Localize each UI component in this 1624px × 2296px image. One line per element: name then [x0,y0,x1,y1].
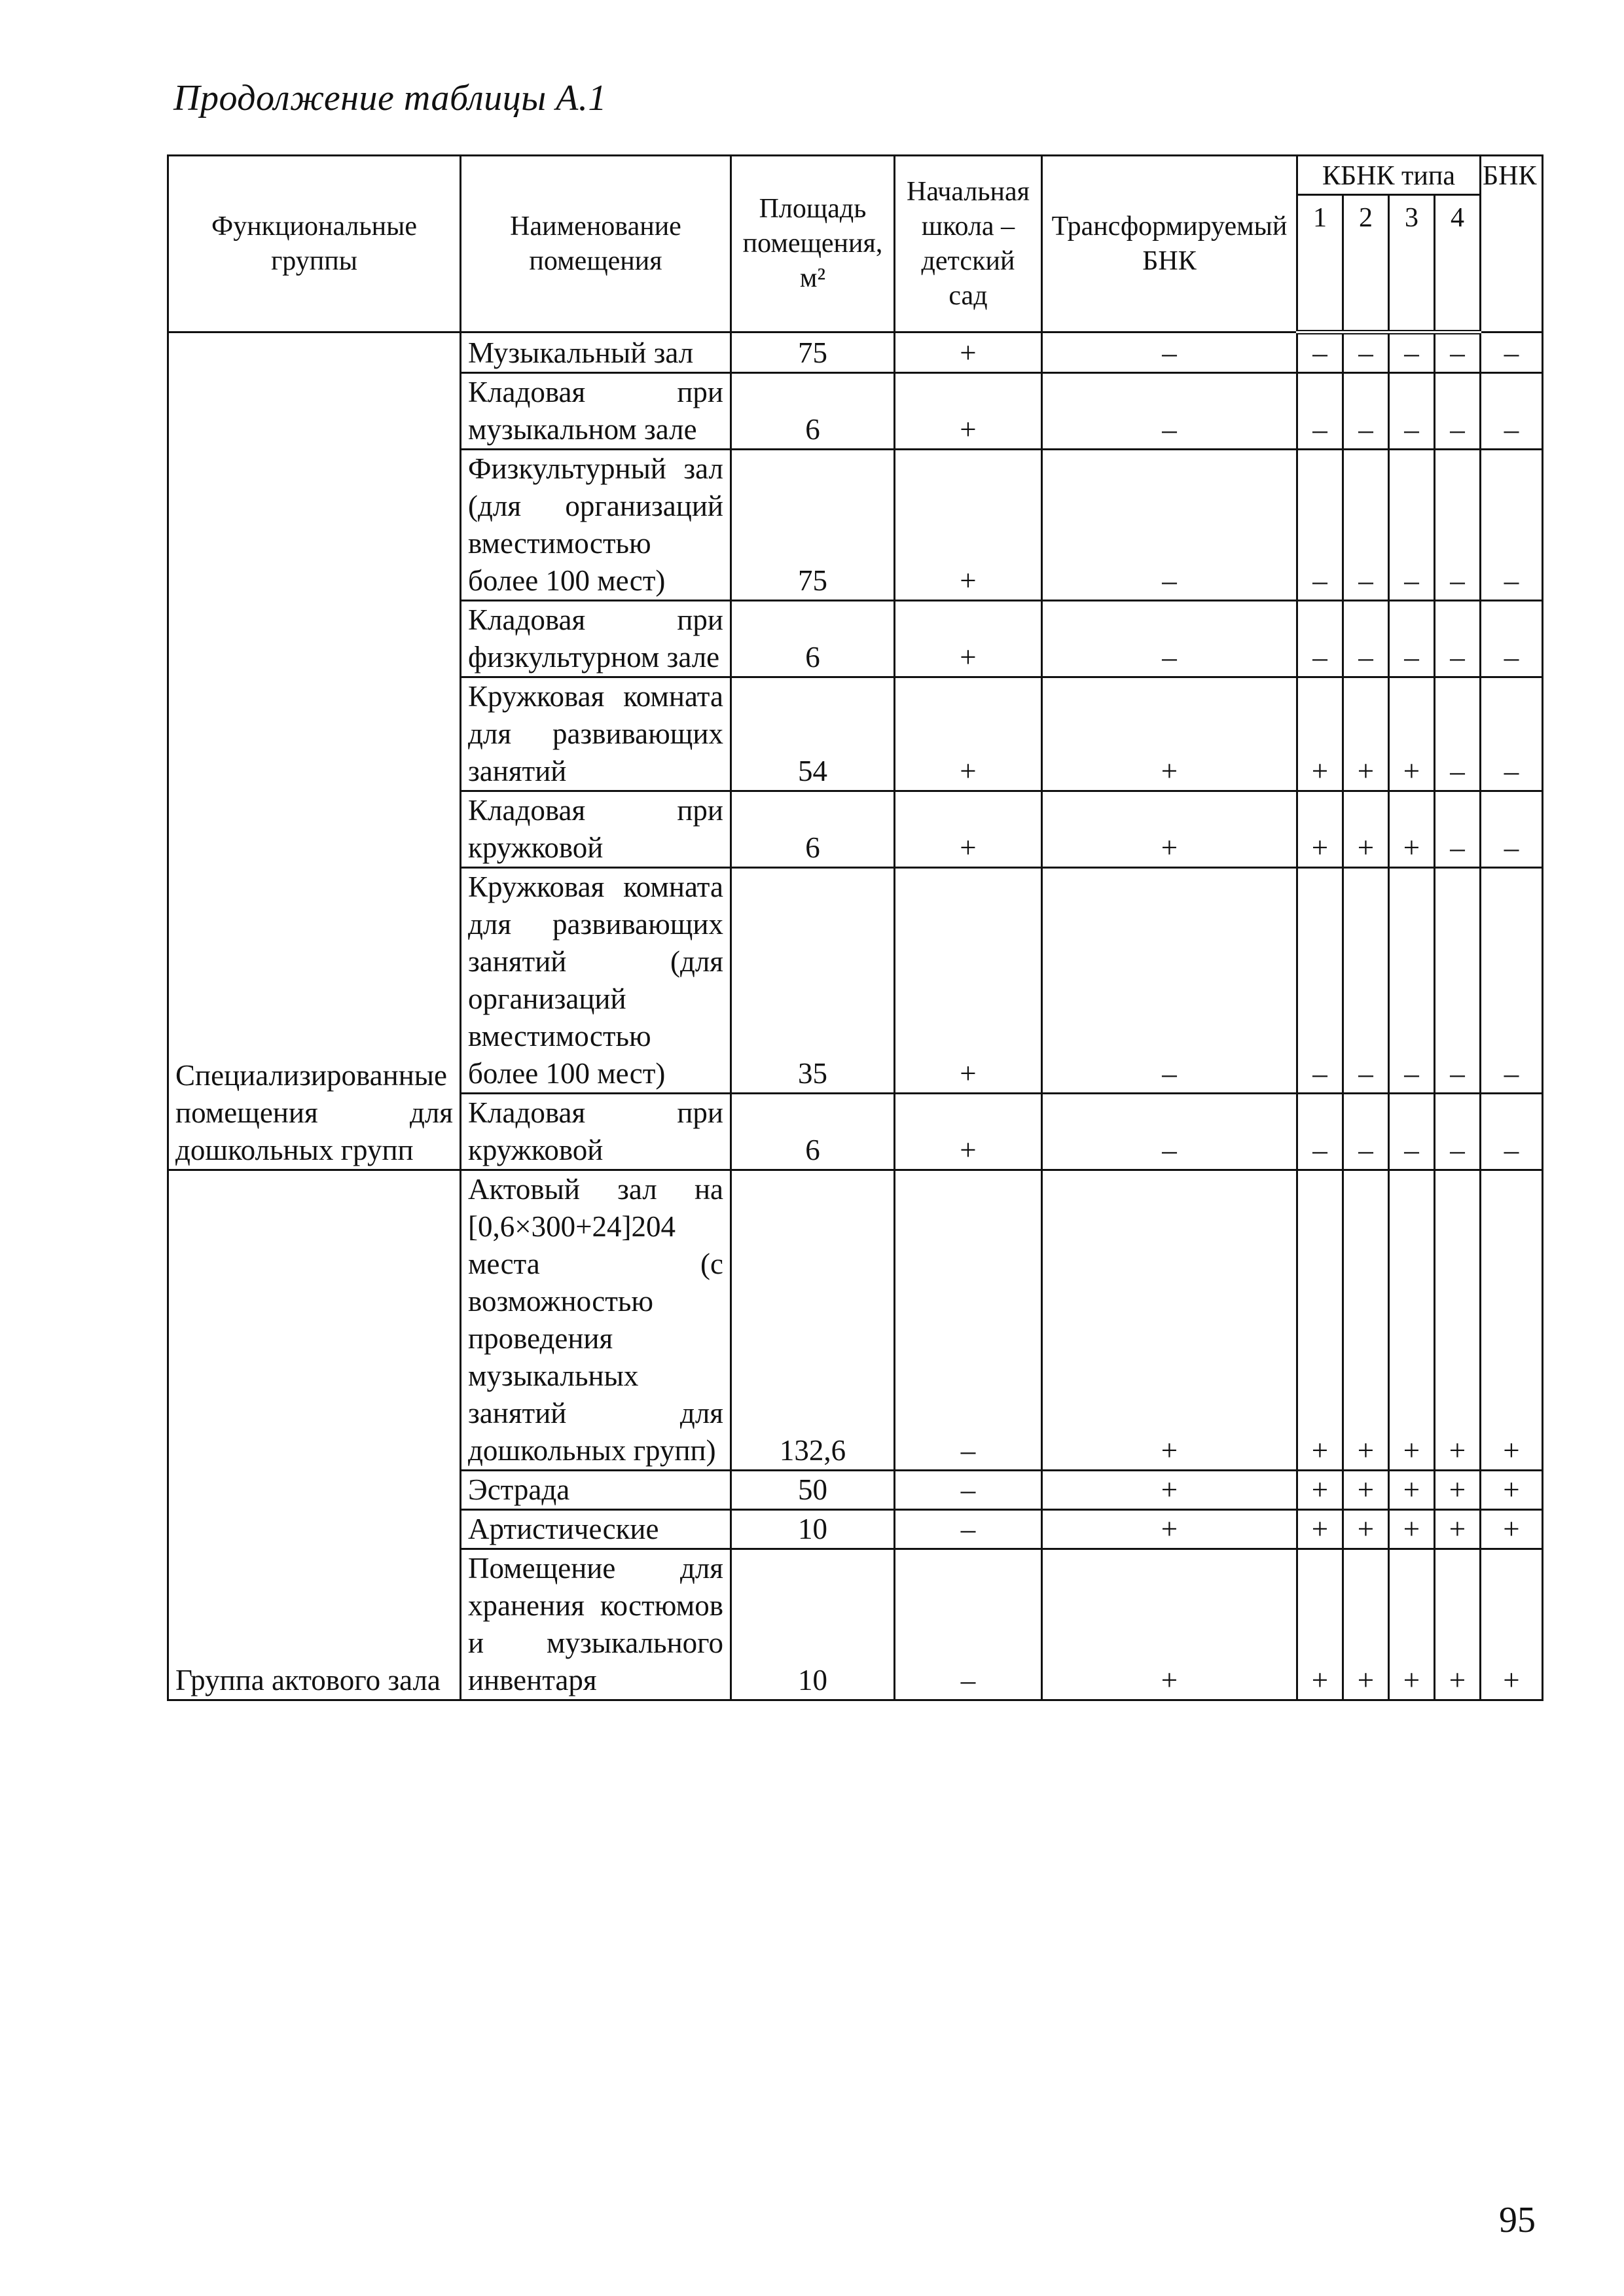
area-cell: 50 [731,1471,895,1510]
kbnk2-cell: + [1343,677,1389,791]
transformable-cell: – [1042,601,1297,677]
transformable-cell: – [1042,450,1297,601]
header-kbnk-type-3: 3 [1389,195,1435,332]
kbnk1-cell: – [1297,373,1343,450]
table-row [168,1170,1543,1471]
area-cell: 10 [731,1549,895,1700]
primary-school-cell: + [895,791,1042,868]
header-primary-school: Начальная школа – детский сад [895,156,1042,332]
primary-school-cell: – [895,1471,1042,1510]
kbnk4-cell: – [1435,791,1481,868]
bnk-cell: + [1481,1510,1543,1549]
area-cell: 6 [731,601,895,677]
bnk-cell: – [1481,601,1543,677]
functional-group-cell: Группа актового зала [168,1170,461,1700]
header-functional-groups: Функциональные группы [168,156,461,332]
transformable-cell: + [1042,791,1297,868]
kbnk2-cell: – [1343,450,1389,601]
kbnk3-cell: + [1389,1170,1435,1471]
kbnk4-cell: – [1435,677,1481,791]
primary-school-cell: + [895,677,1042,791]
kbnk1-cell: + [1297,1471,1343,1510]
area-cell: 6 [731,1094,895,1170]
kbnk1-cell: – [1297,450,1343,601]
bnk-cell: + [1481,1549,1543,1700]
kbnk1-cell: + [1297,791,1343,868]
header-bnk: БНК [1481,156,1543,332]
bnk-cell: – [1481,1094,1543,1170]
rooms-table [167,154,1543,1701]
header-kbnk-type-4: 4 [1435,195,1481,332]
primary-school-cell: + [895,373,1042,450]
transformable-cell: + [1042,677,1297,791]
kbnk4-cell: – [1435,332,1481,373]
bnk-cell: – [1481,450,1543,601]
kbnk2-cell: + [1343,1170,1389,1471]
header-kbnk: КБНК типа [1297,156,1481,195]
kbnk2-cell: – [1343,1094,1389,1170]
transformable-cell: – [1042,373,1297,450]
primary-school-cell: + [895,601,1042,677]
area-cell: 132,6 [731,1170,895,1471]
kbnk1-cell: + [1297,1170,1343,1471]
kbnk4-cell: – [1435,601,1481,677]
kbnk1-cell: – [1297,601,1343,677]
primary-school-cell: – [895,1170,1042,1471]
kbnk1-cell: + [1297,677,1343,791]
room-name-cell: Музыкальный зал [461,332,731,373]
kbnk1-cell: – [1297,332,1343,373]
kbnk2-cell: + [1343,1549,1389,1700]
primary-school-cell: – [895,1510,1042,1549]
area-cell: 75 [731,332,895,373]
bnk-cell: – [1481,791,1543,868]
kbnk3-cell: – [1389,373,1435,450]
header-room-name: Наименование помещения [461,156,731,332]
kbnk4-cell: – [1435,868,1481,1094]
primary-school-cell: + [895,332,1042,373]
room-name-cell: Кладовая при кружковой [461,1094,731,1170]
kbnk4-cell: – [1435,1094,1481,1170]
bnk-cell: – [1481,332,1543,373]
page-number: 95 [1499,2200,1536,2240]
kbnk2-cell: + [1343,1510,1389,1549]
kbnk3-cell: – [1389,450,1435,601]
kbnk2-cell: – [1343,373,1389,450]
kbnk4-cell: – [1435,373,1481,450]
transformable-cell: + [1042,1510,1297,1549]
kbnk3-cell: + [1389,1510,1435,1549]
bnk-cell: + [1481,1471,1543,1510]
header-area: Площадь помещения, м² [731,156,895,332]
room-name-cell: Актовый зал на [0,6×300+24]204 места (с возможностью проведения музыкальных занятий для дошкольных групп) [461,1170,731,1471]
kbnk2-cell: + [1343,1471,1389,1510]
primary-school-cell: + [895,1094,1042,1170]
room-name-cell: Кладовая при физкультурном зале [461,601,731,677]
kbnk3-cell: – [1389,601,1435,677]
bnk-cell: + [1481,1170,1543,1471]
room-name-cell: Кружковая комната для развивающих занятий [461,677,731,791]
kbnk3-cell: + [1389,791,1435,868]
area-cell: 6 [731,791,895,868]
header-kbnk-type-2: 2 [1343,195,1389,332]
primary-school-cell: + [895,868,1042,1094]
kbnk4-cell: + [1435,1549,1481,1700]
room-name-cell: Эстрада [461,1471,731,1510]
kbnk1-cell: + [1297,1510,1343,1549]
room-name-cell: Кладовая при кружковой [461,791,731,868]
kbnk3-cell: + [1389,1471,1435,1510]
kbnk4-cell: – [1435,450,1481,601]
transformable-cell: – [1042,332,1297,373]
kbnk4-cell: + [1435,1471,1481,1510]
kbnk3-cell: – [1389,332,1435,373]
bnk-cell: – [1481,677,1543,791]
transformable-cell: – [1042,1094,1297,1170]
kbnk4-cell: + [1435,1170,1481,1471]
bnk-cell: – [1481,373,1543,450]
table-body [168,332,1543,1700]
header-transformable: Трансформируемый БНК [1042,156,1297,332]
functional-group-cell: Специализированные помещения для дошкольных групп [168,332,461,1170]
kbnk2-cell: – [1343,332,1389,373]
kbnk1-cell: + [1297,1549,1343,1700]
kbnk2-cell: – [1343,601,1389,677]
room-name-cell: Кружковая комната для развивающих занятий (для организаций вместимостью более 100 мест) [461,868,731,1094]
primary-school-cell: + [895,450,1042,601]
table-caption: Продолжение таблицы А.1 [173,78,607,118]
area-cell: 10 [731,1510,895,1549]
kbnk3-cell: – [1389,1094,1435,1170]
table-row [168,332,1543,373]
room-name-cell: Физкультурный зал (для организаций вместимостью более 100 мест) [461,450,731,601]
area-cell: 54 [731,677,895,791]
bnk-cell: – [1481,868,1543,1094]
transformable-cell: + [1042,1549,1297,1700]
transformable-cell: + [1042,1471,1297,1510]
kbnk2-cell: – [1343,868,1389,1094]
kbnk3-cell: – [1389,868,1435,1094]
area-cell: 35 [731,868,895,1094]
primary-school-cell: – [895,1549,1042,1700]
room-name-cell: Артистические [461,1510,731,1549]
kbnk3-cell: + [1389,1549,1435,1700]
transformable-cell: + [1042,1170,1297,1471]
kbnk1-cell: – [1297,1094,1343,1170]
kbnk4-cell: + [1435,1510,1481,1549]
kbnk1-cell: – [1297,868,1343,1094]
room-name-cell: Кладовая при музыкальном зале [461,373,731,450]
area-cell: 6 [731,373,895,450]
header-kbnk-type-1: 1 [1297,195,1343,332]
transformable-cell: – [1042,868,1297,1094]
kbnk2-cell: + [1343,791,1389,868]
area-cell: 75 [731,450,895,601]
room-name-cell: Помещение для хранения костюмов и музыкального инвентаря [461,1549,731,1700]
kbnk3-cell: + [1389,677,1435,791]
